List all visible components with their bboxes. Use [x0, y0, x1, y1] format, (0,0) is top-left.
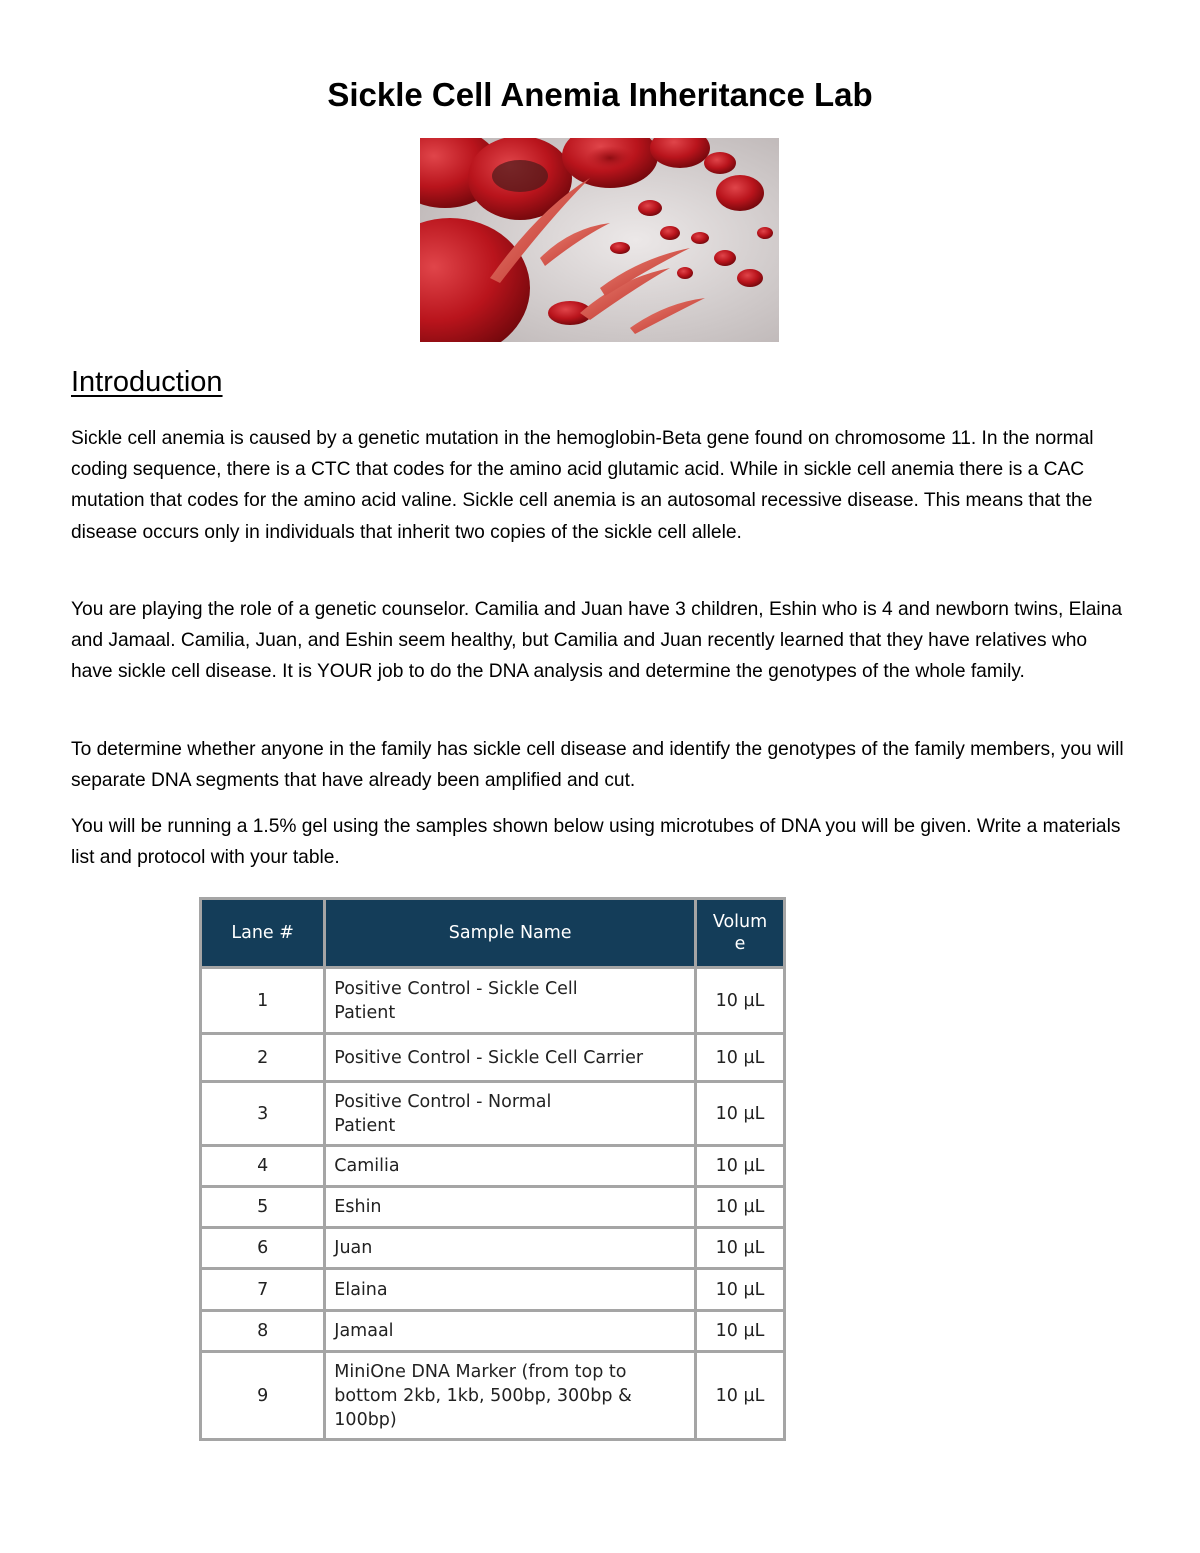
volume-cell: 10 µL: [696, 1311, 785, 1352]
sample-cell: Elaina: [325, 1269, 696, 1311]
table-row: [201, 1034, 785, 1082]
lane-cell: 1: [201, 968, 325, 1034]
sample-cell: Eshin: [325, 1187, 696, 1228]
table-row: [201, 1269, 785, 1311]
samples-table: [199, 897, 786, 1441]
sample-name: Positive Control - Normal Patient: [334, 1091, 552, 1136]
table-row: [201, 968, 785, 1034]
sample-cell: [325, 1082, 696, 1146]
table-row: [201, 1082, 785, 1146]
sample-cell: Jamaal: [325, 1311, 696, 1352]
sample-cell: [325, 968, 696, 1034]
table-row: [201, 1228, 785, 1269]
lane-cell: 3: [201, 1082, 325, 1146]
instructions-paragraph: You will be running a 1.5% gel using the samples shown below using microtubes of DNA you will be given. Write a materials list and protocol with your table.: [71, 816, 1121, 869]
sample-name: Positive Control - Sickle Cell Carrier: [334, 1047, 644, 1068]
sample-name-column-header: Sample Name: [325, 899, 696, 968]
volume-cell: 10 µL: [696, 1269, 785, 1311]
introduction-heading: Introduction: [71, 366, 223, 398]
sample-cell: Camilia: [325, 1146, 696, 1187]
sample-cell: Juan: [325, 1228, 696, 1269]
lane-cell: 6: [201, 1228, 325, 1269]
table-row: [201, 1311, 785, 1352]
task-paragraph: To determine whether anyone in the family has sickle cell disease and identify the genotypes of the family members, you will separate DNA segments that have already been amplified and cut.: [71, 739, 1124, 792]
red-blood-cells-illustration: [420, 138, 779, 342]
page-title: Sickle Cell Anemia Inheritance Lab: [327, 76, 873, 113]
lane-cell: 7: [201, 1269, 325, 1311]
table-row: [201, 1146, 785, 1187]
table-row: [201, 1352, 785, 1440]
table-row: [201, 1187, 785, 1228]
intro-paragraph: Sickle cell anemia is caused by a genetic mutation in the hemoglobin-Beta gene found on chromosome 11. In the normal coding sequence, there is a CTC that codes for the amino acid glutamic acid. While in sickle cell anemia there is a CAC mutation that codes for the amino acid valine. Sickle cell anemia is an autosomal recessive disease. This means that the disease occurs only in individuals that inherit two copies of the sickle cell allele.: [71, 428, 1094, 543]
volume-cell: 10 µL: [696, 1228, 785, 1269]
volume-cell: 10 µL: [696, 1352, 785, 1440]
lane-cell: 4: [201, 1146, 325, 1187]
lane-cell: 8: [201, 1311, 325, 1352]
sample-cell: [325, 1352, 696, 1440]
red-blood-cells-icon: [420, 138, 779, 342]
volume-cell: 10 µL: [696, 1082, 785, 1146]
table-header-row: [201, 899, 785, 968]
sample-name: MiniOne DNA Marker (from top to bottom 2kb, 1kb, 500bp, 300bp & 100bp): [334, 1361, 632, 1430]
volume-cell: 10 µL: [696, 1146, 785, 1187]
volume-cell: 10 µL: [696, 1187, 785, 1228]
sample-cell: [325, 1034, 696, 1082]
volume-cell: 10 µL: [696, 968, 785, 1034]
scenario-paragraph: You are playing the role of a genetic counselor. Camilia and Juan have 3 children, Eshin who is 4 and newborn twins, Elaina and Jamaal. Camilia, Juan, and Eshin seem healthy, but Camilia and Juan recently learned that they have relatives who have sickle cell disease. It is YOUR job to do the DNA analysis and determine the genotypes of the whole family.: [71, 599, 1122, 683]
lane-column-header: Lane #: [201, 899, 325, 968]
volume-header-label: Volume: [712, 912, 768, 954]
lane-cell: 2: [201, 1034, 325, 1082]
lane-cell: 9: [201, 1352, 325, 1440]
volume-column-header: [696, 899, 785, 968]
volume-cell: 10 µL: [696, 1034, 785, 1082]
lane-cell: 5: [201, 1187, 325, 1228]
sample-name: Positive Control - Sickle Cell Patient: [334, 978, 578, 1023]
